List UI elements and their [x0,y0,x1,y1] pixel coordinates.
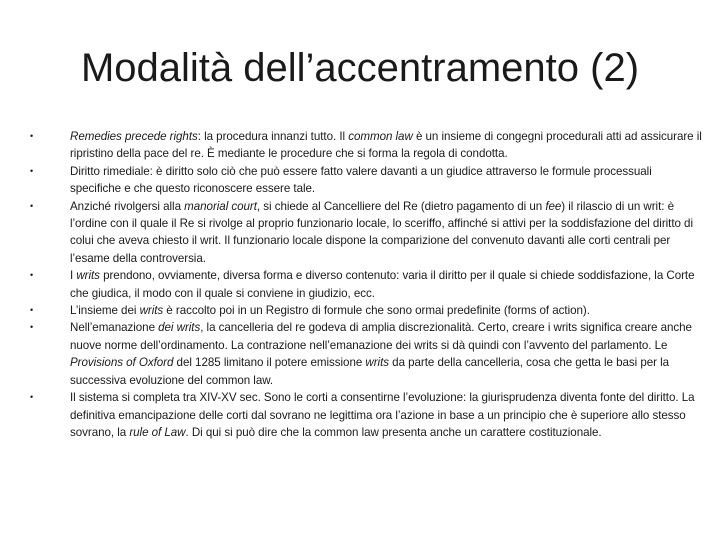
text-run: Anziché rivolgersi alla [70,199,185,213]
bullet-marker: • [30,200,34,211]
bullet-marker: • [30,305,34,316]
bullet-item [30,128,702,163]
text-run: prendono, ovviamente, diversa forma e diverso contenuto: varia il diritto per il quale si chiede soddisfazione, la Corte che giudica, il modo con il quale si conviene in giudizio, ecc. [70,269,695,300]
text-run: , la cancelleria del re godeva di amplia discrezionalità. Certo, creare i writs significa creare anche nuove norme dell’ordinamento. La contrazione nell’emanazione dei writs si dà quindi con l’avvento del parlamento. Le [70,321,692,352]
slide-title: Modalità dell’accentramento (2) [80,46,640,90]
bullet-text [70,319,702,389]
italic-text: manorial court [184,199,257,213]
bullet-text [70,302,702,319]
text-run: L’insieme dei [70,304,140,318]
text-run: Nell’emanazione [70,321,159,335]
italic-text: common law [348,130,413,143]
text-run: , si chiede al Cancelliere del Re (dietro pagamento di un [256,199,546,213]
bullet-marker: • [30,165,34,176]
bullet-marker: • [30,392,34,403]
bullet-item [30,389,702,441]
text-run: . Di qui si può dire che la common law presenta anche un carattere costituzionale. [185,425,602,439]
bullet-item [30,163,702,198]
bullet-text [70,267,702,302]
bullet-item [30,267,702,302]
bullet-marker: • [30,322,34,333]
italic-text: fee [545,199,562,213]
bullet-list [30,128,702,441]
text-run: è un insieme di congegni procedurali atti ad assicurare il ripristino della pace del re. È mediante le procedure che si forma la regola di condotta. [70,130,702,161]
text-run: è raccolto poi in un Registro di formule che sono ormai predefinite (forms of action). [163,304,590,318]
italic-text: Provisions of Oxford [70,356,174,370]
text-run: : la procedura innanzi tutto. Il [197,130,349,143]
text-run: I [70,269,77,283]
bullet-item [30,302,702,319]
bullet-text [70,389,702,441]
bullet-item [30,198,702,268]
text-run: Diritto rimediale: è diritto solo ciò che può essere fatto valere davanti a un giudice attraverso le formule processuali specifiche e che questo riconoscere essere tale. [70,164,652,196]
text-run: del 1285 limitano il potere emissione [173,356,366,370]
text-run: ) il rilascio di un writ: è l’ordine con il quale il Re si rivolge al proprio funzionario locale, lo sceriffo, affinché si attivi per la soddisfazione del diritto di colui che aveva chiesto il writ. Il funzionario locale dispone la comparizione del convenuto davanti alle corti centrali per l’esame della controversia. [70,199,693,265]
italic-text: Remedies precede rights [70,130,198,143]
text-run: Il sistema si completa tra XIV-XV sec. Sono le corti a consentirne l’evoluzione: la giurisprudenza diventa fonte del diritto. La definitiva emancipazione delle corti dal sovrano ne legittima ora l’azione in base a un principio che è superiore allo stesso sovrano, la [70,391,695,439]
bullet-text [70,198,702,268]
bullet-marker: • [30,131,34,141]
italic-text: dei writs [158,321,201,335]
bullet-item [30,319,702,389]
italic-text: writs [76,269,100,283]
bullet-text [70,163,702,198]
italic-text: rule of Law [129,425,186,439]
italic-text: writs [139,304,164,318]
italic-text: writs [365,356,389,370]
text-run: da parte della cancelleria, cosa che getta le basi per la successiva evoluzione del common law. [70,356,670,387]
bullet-text [70,128,702,163]
bullet-marker: • [30,270,34,281]
